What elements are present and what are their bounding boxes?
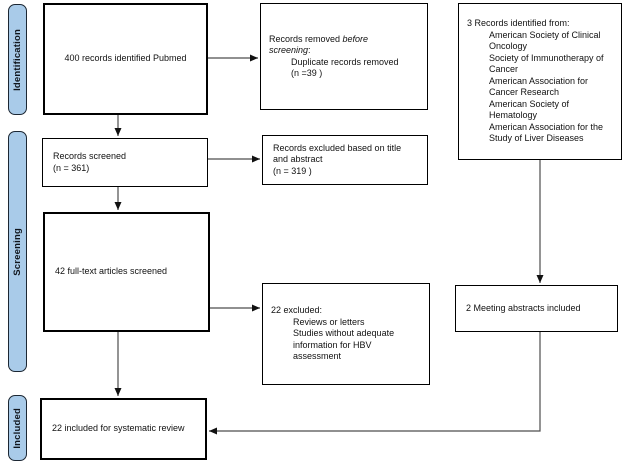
fulltext-excluded-heading: 22 excluded: <box>271 305 323 316</box>
source-item: American Society of Clinical Oncology <box>489 29 601 52</box>
stage-label-screening <box>8 131 27 372</box>
source-item: American Association for Cancer Research <box>489 75 589 98</box>
records-screened-count: (n = 361) <box>53 162 90 173</box>
records-removed-item: Duplicate records removed <box>291 56 399 67</box>
box-included-review <box>40 398 207 460</box>
other-sources-heading: 3 Records identified from: <box>467 18 570 29</box>
records-removed-heading <box>269 34 419 57</box>
box-other-sources <box>458 3 622 160</box>
fulltext-excluded-item: Studies without adequate information for HBV assessment <box>293 328 395 362</box>
box-excluded-title-abstract <box>262 135 428 185</box>
stage-label-screening-text: Screening <box>12 227 23 276</box>
excluded-title-abstract-text: Records excluded based on title and abstract <box>273 142 402 165</box>
box-records-identified <box>43 3 208 115</box>
box-records-screened <box>42 138 208 187</box>
excluded-title-abstract-count: (n = 319 ) <box>273 165 312 176</box>
stage-label-identification-text: Identification <box>12 28 23 91</box>
box-fulltext-screened <box>43 212 210 332</box>
records-removed-lead: Records removed <box>269 33 343 44</box>
records-screened-text: Records screened <box>53 151 127 161</box>
stage-label-included-text: Included <box>12 407 23 449</box>
records-identified-text: 400 records identified Pubmed <box>64 53 187 64</box>
records-removed-count: (n =39 ) <box>291 68 323 78</box>
records-removed-italic-before: before <box>342 33 369 44</box>
box-records-removed <box>260 3 428 110</box>
records-removed-suffix: : <box>308 45 311 55</box>
fulltext-screened-text: 42 full-text articles screened <box>55 266 168 277</box>
stage-label-included <box>8 395 27 461</box>
box-meeting-abstracts <box>455 285 618 332</box>
records-removed-italic-screening: screening <box>269 45 309 55</box>
box-fulltext-excluded <box>262 283 430 385</box>
stage-label-identification <box>8 4 27 115</box>
source-item: American Society of Hematology <box>489 98 570 121</box>
fulltext-excluded-item: Reviews or letters <box>293 316 365 327</box>
included-review-text: 22 included for systematic review <box>52 423 185 434</box>
source-item: Society of Immunotherapy of Cancer <box>489 52 604 75</box>
source-item: American Association for the Study of Liver Diseases <box>489 121 604 144</box>
meeting-abstracts-text: 2 Meeting abstracts included <box>466 302 581 313</box>
